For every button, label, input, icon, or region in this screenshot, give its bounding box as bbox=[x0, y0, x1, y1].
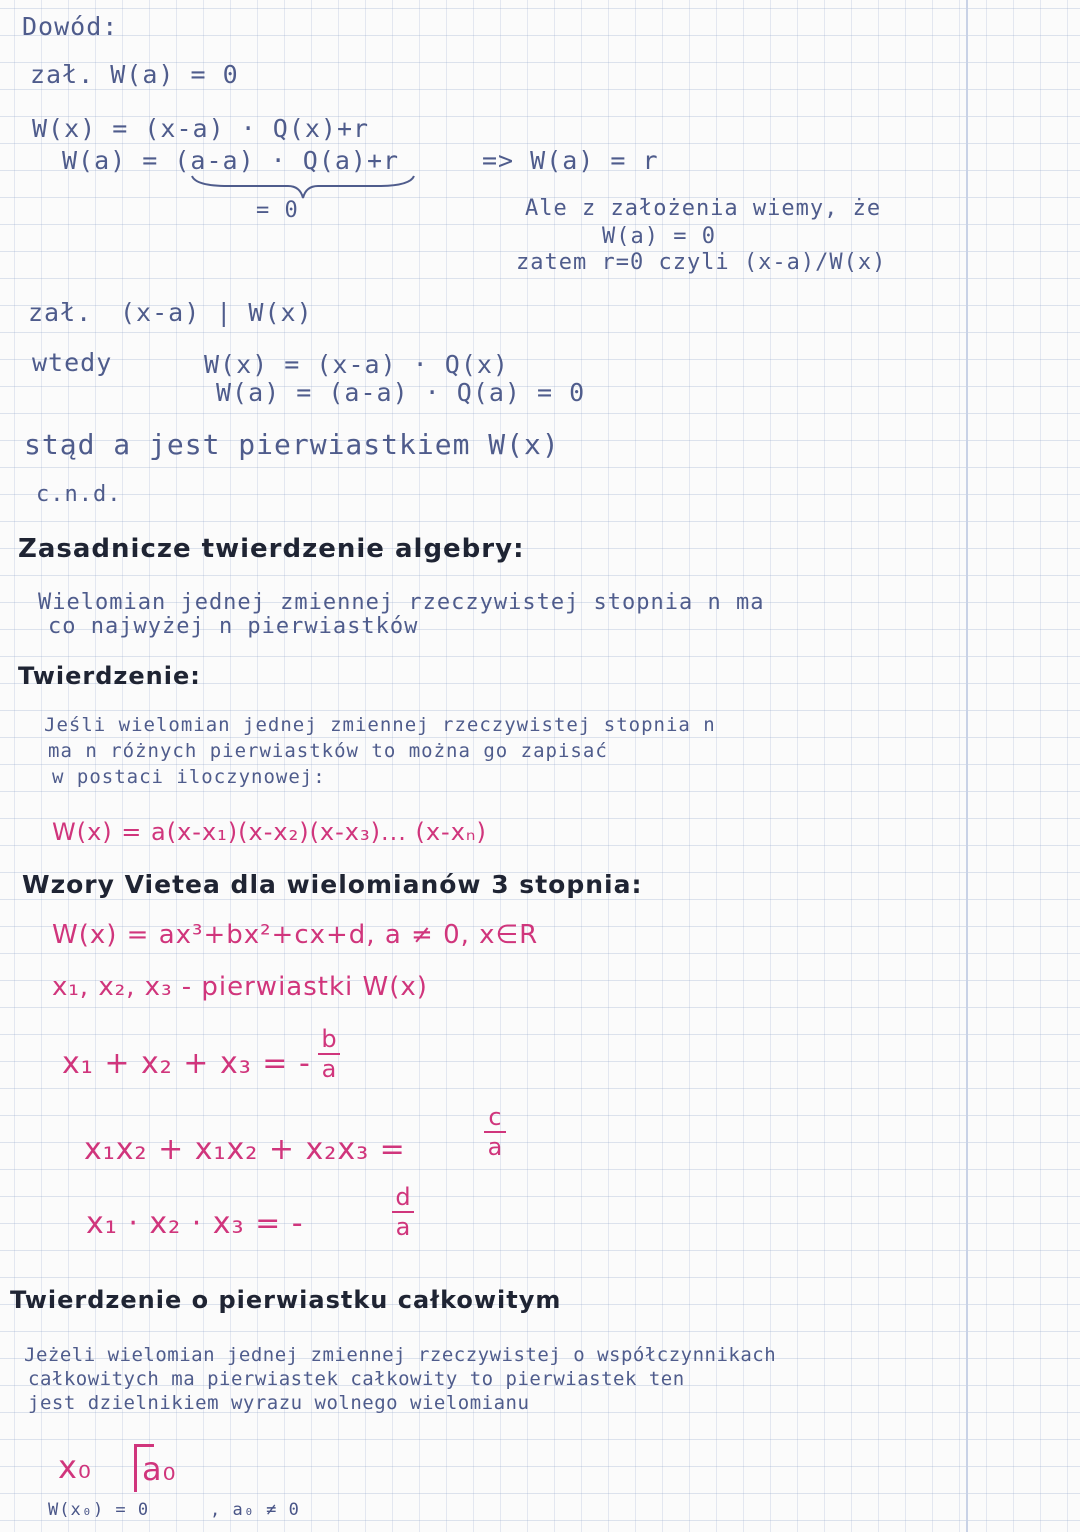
theorem-line-1: Jeśli wielomian jednej zmiennej rzeczywistej stopnia n bbox=[44, 714, 716, 736]
proof-implies: => W(a) = r bbox=[482, 146, 659, 175]
vieta-sum-denominator: a bbox=[321, 1055, 337, 1083]
x0-note: W(x₀) = 0 bbox=[48, 1500, 150, 1520]
then-line-2: W(a) = (a-a) · Q(a) = 0 bbox=[216, 378, 586, 407]
assumption-1: zał. W(a) = 0 bbox=[30, 60, 239, 89]
but-line: Ale z założenia wiemy, że bbox=[525, 196, 882, 221]
vieta-pair-fraction bbox=[484, 1104, 506, 1160]
x0-label: x₀ bbox=[58, 1448, 92, 1486]
theorem-formula: W(x) = a(x-x₁)(x-x₂)(x-x₃)... (x-xₙ) bbox=[52, 818, 487, 846]
theorem-title: Twierdzenie: bbox=[18, 662, 201, 690]
fundamental-line-2: co najwyżej n pierwiastków bbox=[48, 614, 419, 639]
proof-line-wa: W(a) = (a-a) · Q(a)+r bbox=[62, 146, 400, 175]
vieta-prod-fraction bbox=[392, 1184, 414, 1240]
then-line-1: W(x) = (x-a) · Q(x) bbox=[204, 350, 509, 379]
divides-bar-top bbox=[134, 1444, 154, 1447]
underbrace-icon bbox=[188, 172, 418, 202]
hence-line: stąd a jest pierwiastkiem W(x) bbox=[24, 428, 560, 461]
qed: c.n.d. bbox=[36, 482, 122, 507]
proof-heading: Dowód: bbox=[22, 12, 119, 41]
vieta-prod-denominator: a bbox=[395, 1213, 411, 1241]
assumption-2-label: zał. bbox=[28, 298, 93, 327]
vieta-roots: x₁, x₂, x₃ - pierwiastki W(x) bbox=[52, 972, 428, 1002]
brace-result: = 0 bbox=[256, 198, 299, 223]
integer-root-title: Twierdzenie o pierwiastku całkowitym bbox=[10, 1286, 562, 1314]
integer-root-line-1: Jeżeli wielomian jednej zmiennej rzeczywistej o współczynnikach bbox=[24, 1344, 777, 1366]
wa-zero: W(a) = 0 bbox=[602, 224, 716, 249]
a0-note: , a₀ ≠ 0 bbox=[210, 1500, 300, 1520]
integer-root-line-2: całkowitych ma pierwiastek całkowity to pierwiastek ten bbox=[28, 1368, 685, 1390]
a0-label: a₀ bbox=[142, 1450, 177, 1488]
integer-root-line-3: jest dzielnikiem wyrazu wolnego wielomianu bbox=[28, 1392, 530, 1414]
assumption-2: (x-a) | W(x) bbox=[120, 298, 313, 327]
theorem-line-2: ma n różnych pierwiastków to można go zapisać bbox=[48, 740, 608, 762]
vieta-pair-denominator: a bbox=[487, 1133, 503, 1161]
vieta-prod-lhs: x₁ · x₂ · x₃ = - bbox=[86, 1206, 304, 1241]
vieta-poly: W(x) = ax³+bx²+cx+d, a ≠ 0, x∈R bbox=[52, 920, 539, 950]
fundamental-line-1: Wielomian jednej zmiennej rzeczywistej stopnia n ma bbox=[38, 590, 765, 615]
vieta-sum-numerator: b bbox=[321, 1025, 337, 1053]
so-line: zatem r=0 czyli (x-a)/W(x) bbox=[516, 250, 887, 275]
divides-bar bbox=[134, 1444, 137, 1492]
vieta-pair-numerator: c bbox=[488, 1103, 502, 1131]
proof-line-w: W(x) = (x-a) · Q(x)+r bbox=[32, 114, 370, 143]
then-label: wtedy bbox=[32, 348, 113, 377]
fundamental-title: Zasadnicze twierdzenie algebry: bbox=[18, 534, 525, 564]
vieta-sum-lhs: x₁ + x₂ + x₃ = - bbox=[62, 1046, 311, 1081]
theorem-line-3: w postaci iloczynowej: bbox=[52, 766, 326, 788]
vieta-sum-fraction bbox=[318, 1026, 340, 1082]
vieta-pair-lhs: x₁x₂ + x₁x₂ + x₂x₃ = bbox=[84, 1132, 406, 1167]
vieta-prod-numerator: d bbox=[395, 1183, 411, 1211]
vieta-title: Wzory Vietea dla wielomianów 3 stopnia: bbox=[22, 870, 643, 899]
